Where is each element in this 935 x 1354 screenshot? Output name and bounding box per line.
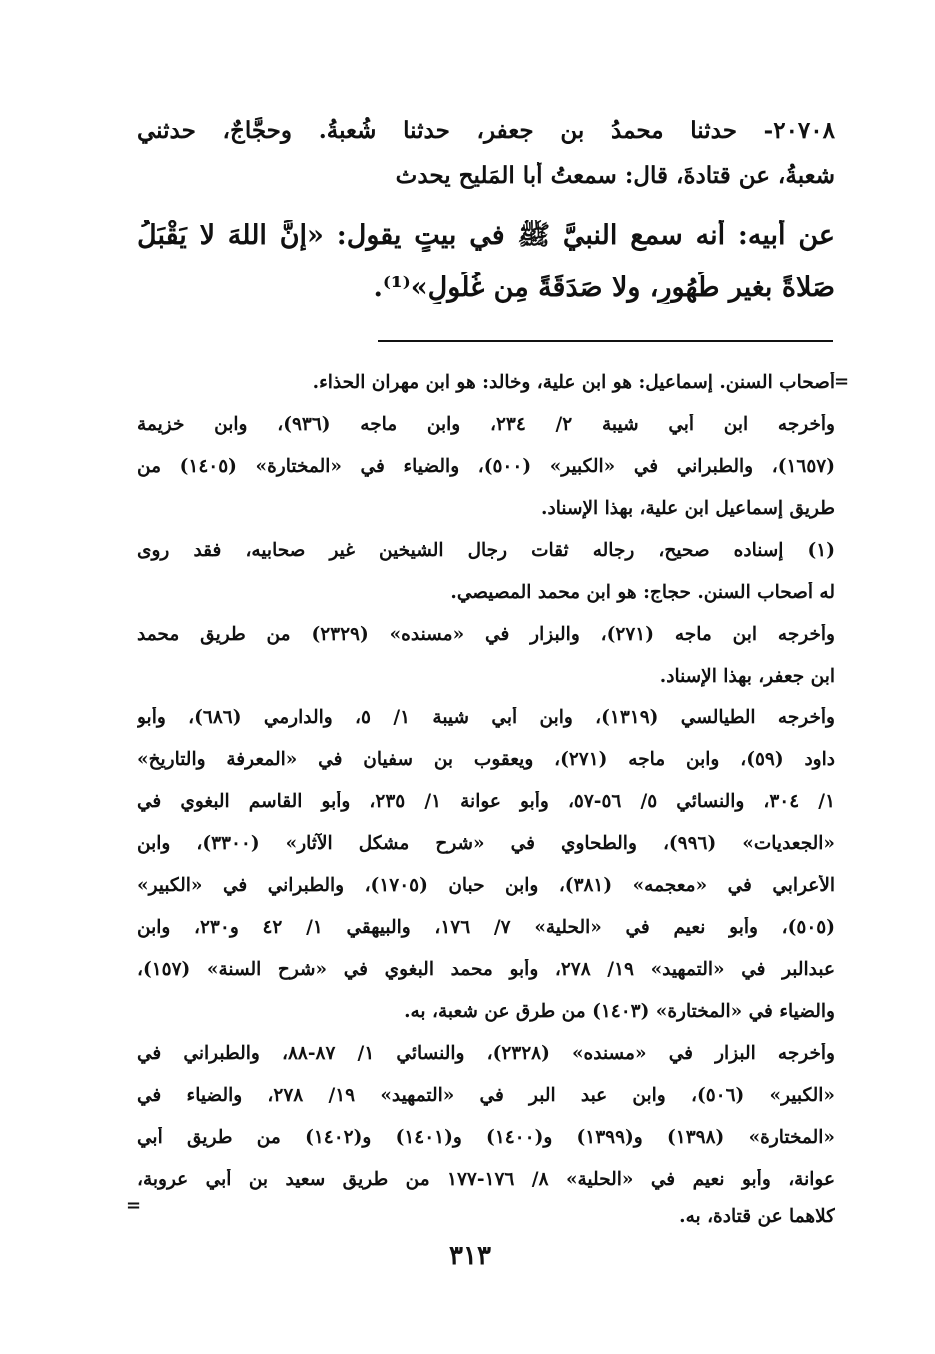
page-number: ٣١٣ xyxy=(449,1241,491,1271)
footnote-line: «المختارة» (١٣٩٨) و(١٣٩٩) و(١٤٠٠) و(١٤٠١) و(١٤٠٢) من طريق أبي xyxy=(137,1127,835,1148)
footnote-line: وأخرجه ابن ماجه (٢٧١)، والبزار في «مسنده» (٢٣٢٩) من طريق محمد xyxy=(137,624,835,645)
footnote-separator-rule xyxy=(378,340,833,342)
footnote-line: «الجعديات» (٩٩٦)، والطحاوي في «شرح مشكل الآثار» (٣٣٠٠)، وابن xyxy=(137,833,835,854)
footnote-line: الأعرابي في «معجمه» (٣٨١)، وابن حبان (١٧٠٥)، والطبراني في «الكبير» xyxy=(137,875,835,896)
main-text-line-1: ٢٠٧٠٨- حدثنا محمدُ بن جعفر، حدثنا شُعبةُ. وحجَّاجٌ، حدثني xyxy=(137,117,835,144)
footnote-line: «الكبير» (٥٠٦)، وابن عبد البر في «التمهيد» ١٩/ ٢٧٨، والضياء في xyxy=(137,1085,835,1106)
footnote-line: عبدالبر في «التمهيد» ١٩/ ٢٧٨، وأبو محمد البغوي في «شرح السنة» (١٥٧)، xyxy=(137,959,835,980)
hadith-text-line-1: عن أبيه: أنه سمع النبيَّ ﷺ في بيتٍ يقول: «إنَّ اللهَ لا يَقْبَلُ xyxy=(137,220,835,251)
footnote-line: عوانة، وأبو نعيم في «الحلية» ٨/ ١٧٦-١٧٧ من طريق سعيد بن أبي عروبة، xyxy=(137,1169,835,1190)
footnote-line: وأخرجه ابن أبي شيبة ٢/ ٢٣٤، وابن ماجه (٩٣٦)، وابن خزيمة xyxy=(137,414,835,435)
footnote-line: ابن جعفر، بهذا الإسناد. xyxy=(659,666,835,687)
main-text-line-2: شعبةُ، عن قتادةَ، قال: سمعتُ أبا المَليح يحدث xyxy=(395,162,835,189)
footnote-continuation-marker: = xyxy=(834,371,850,392)
footnote-line: وأخرجه البزار في «مسنده» (٢٣٢٨)، والنسائي ١/ ٨٧-٨٨، والطبراني في xyxy=(137,1043,835,1064)
footnote-line: (١٦٥٧)، والطبراني في «الكبير» (٥٠٠)، والضياء في «المختارة» (١٤٠٥) من xyxy=(137,456,835,477)
footnote-line: أصحاب السنن. إسماعيل: هو ابن علية، وخالد: هو ابن مهران الحذاء. xyxy=(312,372,835,393)
hadith-text-line-2: صَلاةً بغير طُهُورٍ، ولا صَدَقَةً مِن غُلُولٍ»⁽¹⁾. xyxy=(373,272,835,303)
footnote-line: (١) إسناده صحيح، رجاله ثقات رجال الشيخين غير صحابيه، فقد روى xyxy=(137,540,835,561)
footnote-line: وأخرجه الطيالسي (١٣١٩)، وابن أبي شيبة ١/ ٥، والدارمي (٦٨٦)، وأبو xyxy=(137,707,835,728)
footnote-line: له أصحاب السنن. حجاج: هو ابن محمد المصيصي. xyxy=(450,582,835,603)
footnote-continues-marker: = xyxy=(126,1195,142,1216)
footnote-line: والضياء في «المختارة» (١٤٠٣) من طرق عن شعبة، به. xyxy=(404,1001,835,1022)
footnote-line: (٥٠٥)، وأبو نعيم في «الحلية» ٧/ ١٧٦، والبيهقي ١/ ٤٢ و٢٣٠، وابن xyxy=(137,917,835,938)
footnote-line: كلاهما عن قتادة، به. xyxy=(679,1206,835,1227)
footnote-line: طريق إسماعيل ابن علية، بهذا الإسناد. xyxy=(541,498,835,519)
footnote-line: ١/ ٣٠٤، والنسائي ٥/ ٥٦-٥٧، وأبو عوانة ١/ ٢٣٥، وأبو القاسم البغوي في xyxy=(137,791,835,812)
footnote-line: داود (٥٩)، وابن ماجه (٢٧١)، ويعقوب بن سفيان في «المعرفة والتاريخ» xyxy=(137,749,835,770)
